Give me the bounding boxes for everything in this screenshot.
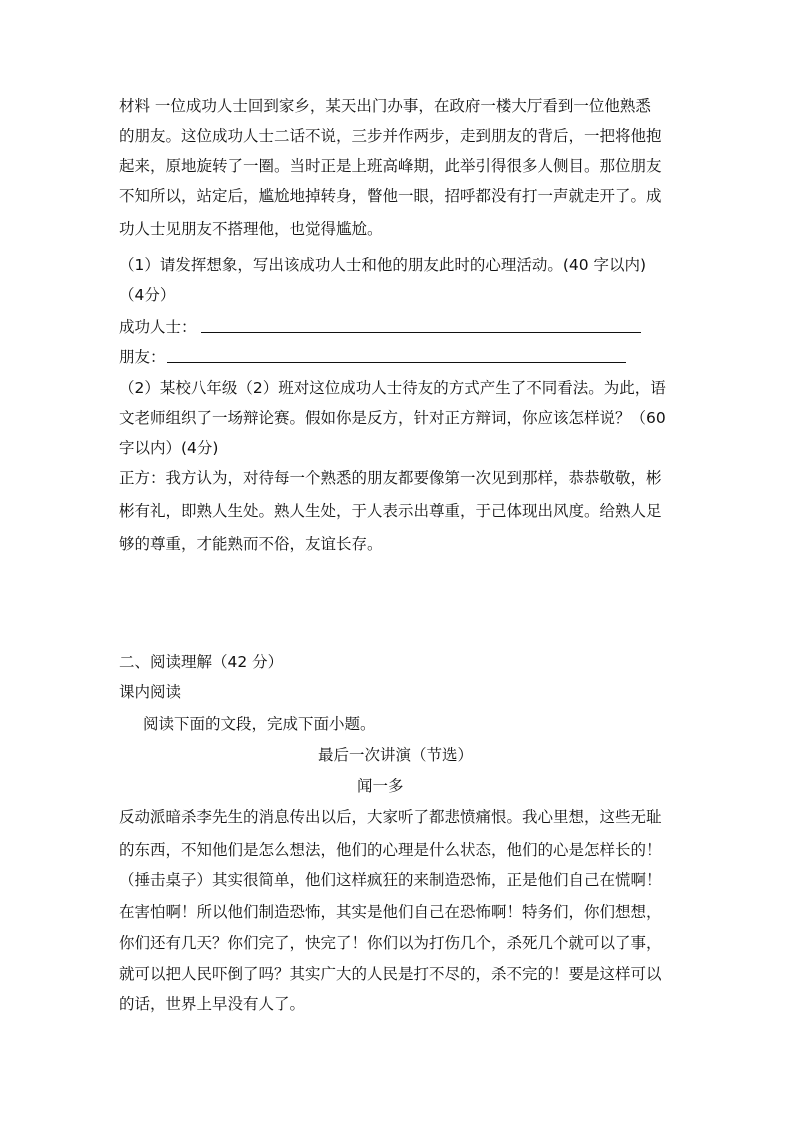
passage-line: 的东西，不知他们是怎么想法，他们的心理是什么状态，他们的心是怎样长的！ [119,841,662,859]
article-title: 最后一次讲演（节选） [318,746,474,764]
article-author: 闻一多 [357,777,404,795]
material-line: 起来，原地旋转了一圈。当时正是上班高峰期，此举引得很多人侧目。那位朋友 [119,157,662,175]
section-subheading: 课内阅读 [119,683,182,701]
passage-line: 在害怕啊！所以他们制造恐怖，其实是他们自己在恐怖啊！特务们，你们想想， [119,903,662,921]
material-line: 的朋友。这位成功人士二话不说，三步并作两步，走到朋友的背后，一把将他抱 [119,127,662,145]
material-line: 功人士见朋友不搭理他，也觉得尴尬。 [119,220,383,238]
answer-label-friend: 朋友： [119,348,166,366]
answer-blank-successful-person[interactable] [201,332,641,333]
question-1-points: （4分） [119,286,176,304]
affirmative-statement-line: 正方：我方认为，对待每一个熟悉的朋友都要像第一次见到那样，恭恭敬敬，彬 [119,469,662,487]
affirmative-statement-line: 彬有礼，即熟人生处。熟人生处，于人表示出尊重，于己体现出风度。给熟人足 [119,502,662,520]
passage-line: （捶击桌子）其实很简单，他们这样疯狂的来制造恐怖，正是他们自己在慌啊！ [119,871,662,889]
question-2-text: 字以内）(4分) [119,439,219,457]
answer-blank-friend[interactable] [167,362,626,363]
section-heading: 二、阅读理解（42 分） [119,653,284,671]
passage-line: 反动派暗杀李先生的消息传出以后，大家听了都悲愤痛恨。我心里想，这些无耻 [119,808,662,826]
material-line: 材料 一位成功人士回到家乡，某天出门办事，在政府一楼大厅看到一位他熟悉 [119,97,651,115]
reading-instruction: 阅读下面的文段，完成下面小题。 [143,715,376,733]
material-line: 不知所以，站定后，尴尬地掉转身，瞥他一眼，招呼都没有打一声就走开了。成 [119,187,662,205]
passage-line: 你们还有几天？你们完了，快完了！你们以为打伤几个，杀死几个就可以了事， [119,934,662,952]
question-1-text: （1）请发挥想象，写出该成功人士和他的朋友此时的心理活动。(40 字以内) [119,256,647,274]
passage-line: 的话，世界上早没有人了。 [119,995,306,1013]
question-2-text: （2）某校八年级（2）班对这位成功人士待友的方式产生了不同看法。为此，语 [119,379,666,397]
affirmative-statement-line: 够的尊重，才能熟而不俗，友谊长存。 [119,535,383,553]
answer-label-successful-person: 成功人士： [119,318,197,336]
passage-line: 就可以把人民吓倒了吗？其实广大的人民是打不尽的，杀不完的！要是这样可以 [119,965,662,983]
question-2-text: 文老师组织了一场辩论赛。假如你是反方，针对正方辩词，你应该怎样说？（60 [119,409,666,427]
